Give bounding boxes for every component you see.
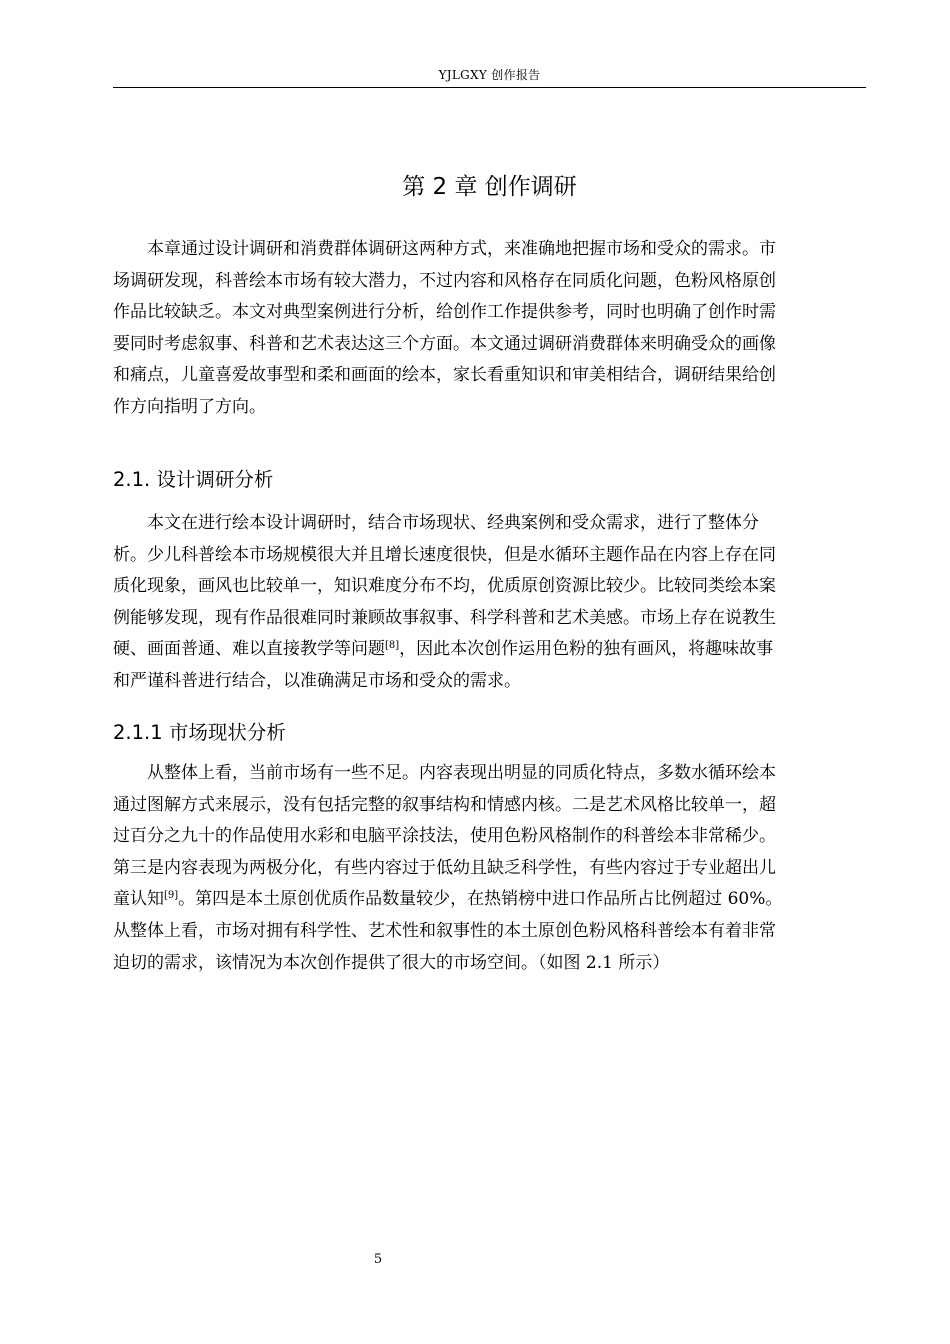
text-line: 要同时考虑叙事、科普和艺术表达这三个方面。本文通过调研消费群体来明确受众的画像 <box>113 333 776 354</box>
text-run: ，因此本次创作运用色粉的独有画风，将趣味故事 <box>399 639 774 660</box>
chapter-title: 第 2 章 创作调研 <box>402 174 577 200</box>
section-heading-2-1-1: 2.1.1 市场现状分析 <box>113 721 286 744</box>
text-line <box>113 634 866 666</box>
page-number: 5 <box>373 1252 383 1267</box>
text-line: 场调研发现，科普绘本市场有较大潜力，不过内容和风格存在同质化问题，色粉风格原创 <box>113 270 776 291</box>
text-line: 作品比较缺乏。本文对典型案例进行分析，给创作工作提供参考，同时也明确了创作时需 <box>113 302 776 323</box>
text-line: 通过图解方式来展示，没有包括完整的叙事结构和情感内核。二是艺术风格比较单一，超 <box>113 794 776 815</box>
text-run: 硬、画面普通、难以直接教学等问题 <box>113 639 385 660</box>
text-line: 从整体上看，当前市场有一些不足。内容表现出明显的同质化特点，多数水循环绘本 <box>113 763 776 783</box>
text-line: 本章通过设计调研和消费群体调研这两种方式，来准确地把握市场和受众的需求。市 <box>113 239 776 259</box>
text-line: 迫切的需求，该情况为本次创作提供了很大的市场空间。（如图 2.1 所示） <box>113 952 670 973</box>
section-2-1-1-paragraph <box>113 758 866 979</box>
text-run: 童认知 <box>113 889 164 910</box>
section-heading-2-1: 2.1. 设计调研分析 <box>113 468 274 491</box>
running-header: YJLGXY 创作报告 <box>438 68 541 82</box>
text-line: 质化现象，画风也比较单一，知识难度分布不均，优质原创资源比较少。比较同类绘本案 <box>113 576 776 597</box>
citation-ref-9[interactable]: [9] <box>164 890 179 902</box>
text-line: 和痛点，儿童喜爱故事型和柔和画面的绘本，家长看重知识和审美相结合，调研结果给创 <box>113 365 776 386</box>
section-2-1-paragraph <box>113 508 866 698</box>
text-line: 和严谨科普进行结合，以准确满足市场和受众的需求。 <box>113 670 521 691</box>
text-line: 本文在进行绘本设计调研时，结合市场现状、经典案例和受众需求，进行了整体分 <box>113 513 759 533</box>
text-line <box>113 884 866 916</box>
text-line: 析。少儿科普绘本市场规模很大并且增长速度很快，但是水循环主题作品在内容上存在同 <box>113 544 776 565</box>
text-line: 从整体上看，市场对拥有科学性、艺术性和叙事性的本土原创色粉风格科普绘本有着非常 <box>113 920 776 941</box>
text-line: 过百分之九十的作品使用水彩和电脑平涂技法，使用色粉风格制作的科普绘本非常稀少。 <box>113 826 776 847</box>
header-divider <box>113 87 866 88</box>
intro-paragraph <box>113 234 866 424</box>
text-line: 第三是内容表现为两极分化，有些内容过于低幼且缺乏科学性，有些内容过于专业超出儿 <box>113 857 776 878</box>
citation-ref-8[interactable]: [8] <box>385 640 400 652</box>
text-run: 。第四是本土原创优质作品数量较少，在热销榜中进口作品所占比例超过 60%。 <box>178 889 783 910</box>
text-line: 作方向指明了方向。 <box>113 396 266 417</box>
text-line: 例能够发现，现有作品很难同时兼顾故事叙事、科学科普和艺术美感。市场上存在说教生 <box>113 607 776 628</box>
